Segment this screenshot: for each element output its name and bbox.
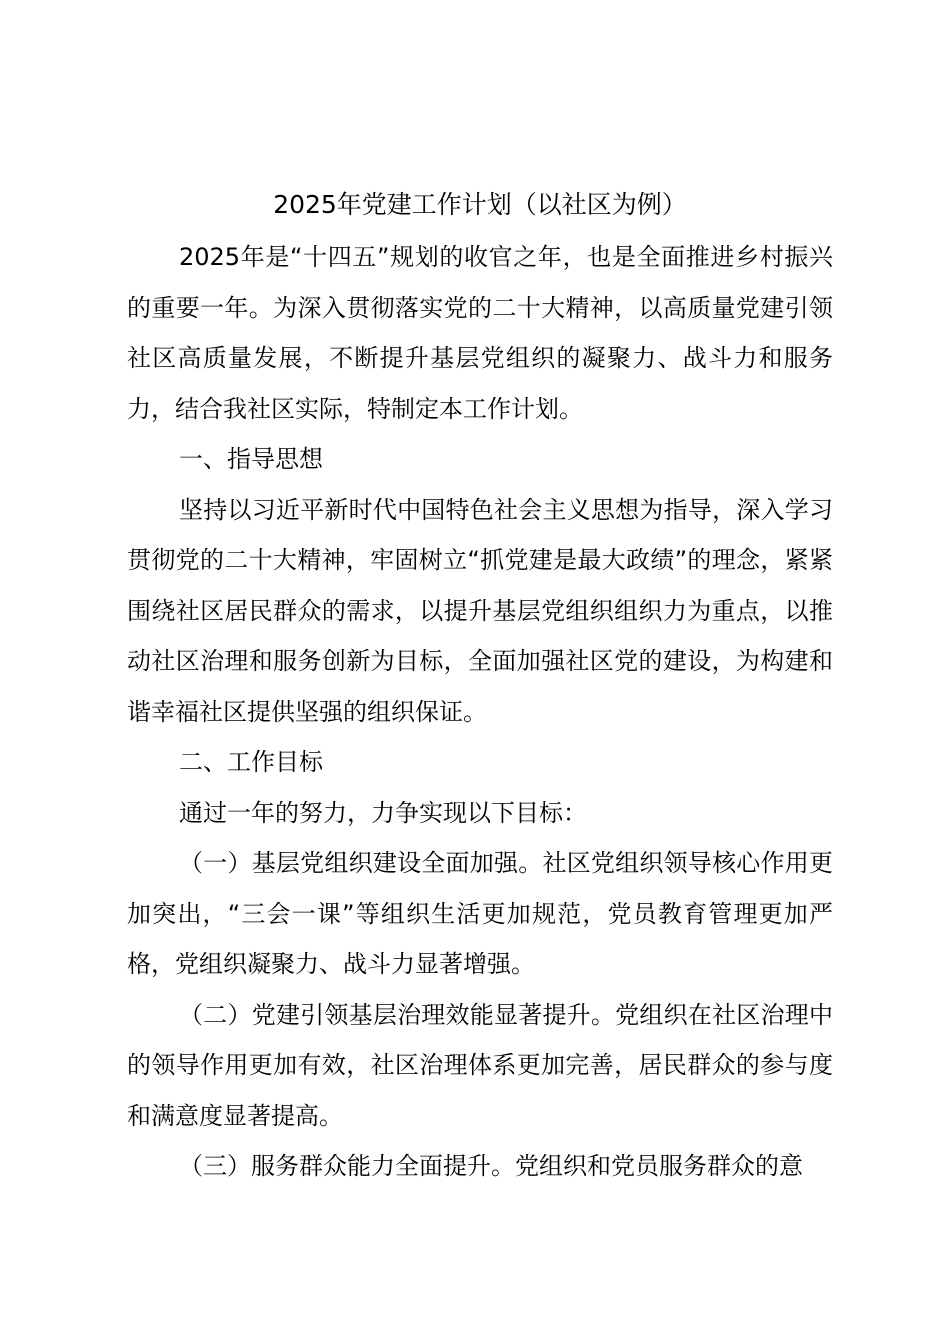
document-body xyxy=(127,178,833,1192)
goal-item-2: （二）党建引领基层治理效能显著提升。党组织在社区治理中的领导作用更加有效，社区治理体系更加完善，居民群众的参与度和满意度显著提高。 xyxy=(127,1000,833,1130)
goal-item-3: （三）服务群众能力全面提升。党组织和党员服务群众的意 xyxy=(179,1152,803,1180)
intro-paragraph: 2025年是“十四五”规划的收官之年，也是全面推进乡村振兴的重要一年。为深入贯彻落实党的二十大精神，以高质量党建引领社区高质量发展，不断提升基层党组织的凝聚力、战斗力和服务力，结合我社区实际，特制定本工作计划。 xyxy=(127,243,833,423)
section-heading-guiding-ideology: 一、指导思想 xyxy=(179,445,323,473)
document-title: 2025年党建工作计划（以社区为例） xyxy=(273,190,687,219)
section-heading-work-goals: 二、工作目标 xyxy=(179,748,323,776)
guiding-ideology-paragraph: 坚持以习近平新时代中国特色社会主义思想为指导，深入学习贯彻党的二十大精神，牢固树立“抓党建是最大政绩”的理念，紧紧围绕社区居民群众的需求，以提升基层党组织组织力为重点，以推动社区治理和服务创新为目标，全面加强社区党的建设，为构建和谐幸福社区提供坚强的组织保证。 xyxy=(127,495,833,726)
work-goals-lead-paragraph: 通过一年的努力，力争实现以下目标： xyxy=(179,798,587,827)
goal-item-1: （一）基层党组织建设全面加强。社区党组织领导核心作用更加突出，“三会一课”等组织生活更加规范，党员教育管理更加严格，党组织凝聚力、战斗力显著增强。 xyxy=(127,849,833,978)
